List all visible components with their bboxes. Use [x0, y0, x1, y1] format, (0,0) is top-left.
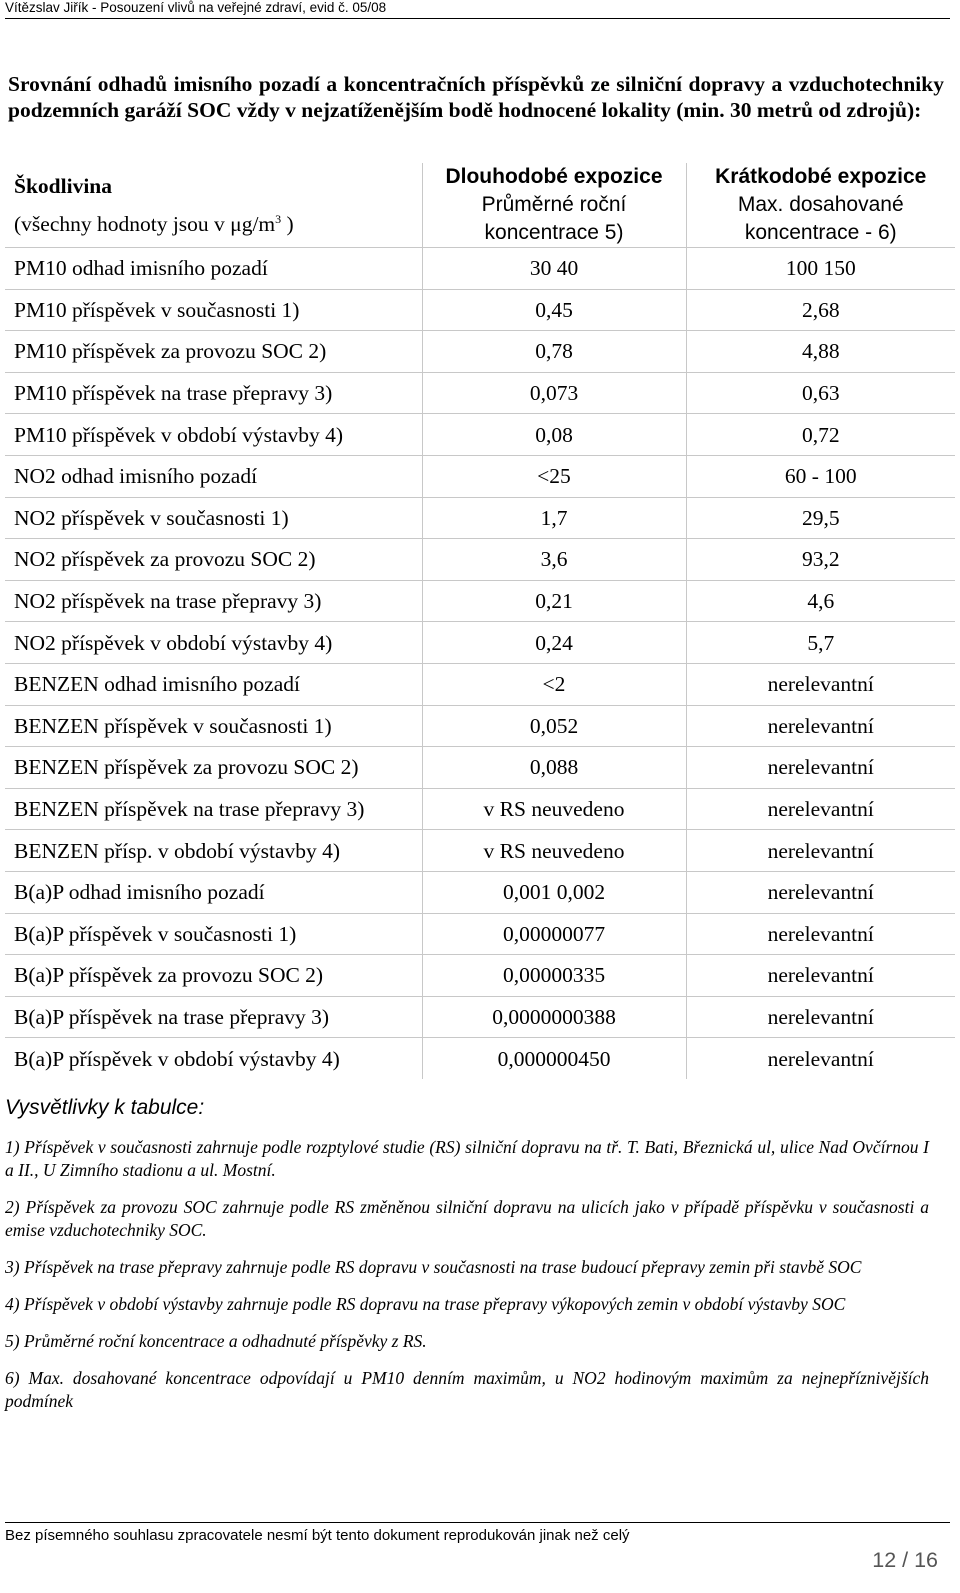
row-long-term-value: v RS neuvedeno	[422, 830, 686, 872]
table-row	[5, 497, 955, 539]
row-label: BENZEN příspěvek za provozu SOC 2)	[5, 747, 422, 789]
row-long-term-value: <2	[422, 663, 686, 705]
table-row	[5, 539, 955, 581]
row-short-term-value: 100 150	[686, 248, 955, 290]
row-long-term-value: 0,21	[422, 580, 686, 622]
section-heading: Srovnání odhadů imisního pozadí a koncentračních příspěvků ze silniční dopravy a vzduchotechniky podzemních garáží SOC vždy v nejzatíženějším bodě hodnocené lokality (min. 30 metrů od zdrojů):	[8, 72, 944, 122]
table-row	[5, 248, 955, 290]
legend-notes	[5, 1136, 929, 1427]
row-label: B(a)P příspěvek v současnosti 1)	[5, 913, 422, 955]
row-label: NO2 příspěvek za provozu SOC 2)	[5, 539, 422, 581]
footer-text: Bez písemného souhlasu zpracovatele nesmí být tento dokument reprodukován jinak než celý	[5, 1527, 630, 1544]
row-label: BENZEN odhad imisního pozadí	[5, 663, 422, 705]
row-label: PM10 příspěvek na trase přepravy 3)	[5, 372, 422, 414]
header-pollutant	[5, 163, 422, 248]
table-row	[5, 705, 955, 747]
legend-note: 3) Příspěvek na trase přepravy zahrnuje podle RS dopravu v současnosti na trase budoucí přepravy zemin při stavbě SOC	[5, 1257, 862, 1277]
row-short-term-value: 60 - 100	[686, 455, 955, 497]
row-label: PM10 příspěvek v současnosti 1)	[5, 289, 422, 331]
row-label: NO2 odhad imisního pozadí	[5, 455, 422, 497]
row-short-term-value: nerelevantní	[686, 663, 955, 705]
header-pollutant-title: Škodlivina	[14, 174, 112, 198]
row-long-term-value: 0,073	[422, 372, 686, 414]
row-label: BENZEN příspěvek v současnosti 1)	[5, 705, 422, 747]
table-row	[5, 331, 955, 373]
table-row	[5, 913, 955, 955]
table-row	[5, 996, 955, 1038]
row-long-term-value: 0,088	[422, 747, 686, 789]
table-header-row	[5, 163, 955, 248]
row-long-term-value: 0,052	[422, 705, 686, 747]
row-long-term-value: 0,00000335	[422, 955, 686, 997]
legend-note: 1) Příspěvek v současnosti zahrnuje podle rozptylové studie (RS) silniční dopravu na tř. T. Bati, Březnická ul, ulice Nad Ovčírnou I a II., U Zimního stadionu a ul. Mostní.	[5, 1137, 929, 1180]
row-long-term-value: 0,78	[422, 331, 686, 373]
row-label: B(a)P odhad imisního pozadí	[5, 871, 422, 913]
legend-note: 4) Příspěvek v období výstavby zahrnuje podle RS dopravu na trase přepravy výkopových zemin v období výstavby SOC	[5, 1294, 846, 1314]
table-row	[5, 663, 955, 705]
header-long-term-sub1: Průměrné roční	[481, 193, 627, 216]
table-row	[5, 622, 955, 664]
row-label: PM10 odhad imisního pozadí	[5, 248, 422, 290]
row-label: B(a)P příspěvek na trase přepravy 3)	[5, 996, 422, 1038]
comparison-table	[5, 163, 955, 1079]
row-label: NO2 příspěvek v současnosti 1)	[5, 497, 422, 539]
document-header	[5, 0, 950, 19]
row-short-term-value: 4,88	[686, 331, 955, 373]
header-long-term-title: Dlouhodobé expozice	[445, 165, 663, 188]
row-label: PM10 příspěvek za provozu SOC 2)	[5, 331, 422, 373]
legend-note: 5) Průměrné roční koncentrace a odhadnuté příspěvky z RS.	[5, 1331, 427, 1351]
header-text: Vítězslav Jiřík - Posouzení vlivů na veřejné zdraví, evid č. 05/08	[5, 0, 387, 15]
header-short-term-sub1: Max. dosahované	[737, 193, 904, 216]
header-short-term-title: Krátkodobé expozice	[715, 165, 927, 188]
row-short-term-value: nerelevantní	[686, 788, 955, 830]
table-row	[5, 455, 955, 497]
row-short-term-value: 93,2	[686, 539, 955, 581]
legend-note: 2) Příspěvek za provozu SOC zahrnuje podle RS změněnou silniční dopravu na ulicích jako v případě příspěvku v současnosti a emise vzduchotechniky SOC.	[5, 1197, 929, 1240]
row-label: NO2 příspěvek na trase přepravy 3)	[5, 580, 422, 622]
row-long-term-value: 0,08	[422, 414, 686, 456]
row-short-term-value: nerelevantní	[686, 747, 955, 789]
row-label: B(a)P příspěvek v období výstavby 4)	[5, 1038, 422, 1080]
table-row	[5, 830, 955, 872]
header-long-term	[422, 163, 686, 248]
row-short-term-value: 2,68	[686, 289, 955, 331]
table-row	[5, 955, 955, 997]
row-short-term-value: nerelevantní	[686, 913, 955, 955]
row-label: BENZEN příspěvek na trase přepravy 3)	[5, 788, 422, 830]
table-row	[5, 1038, 955, 1080]
header-pollutant-unit: (všechny hodnoty jsou v $\mu g/m^3$ )	[14, 211, 294, 236]
row-long-term-value: 0,000000450	[422, 1038, 686, 1080]
table-row	[5, 788, 955, 830]
row-short-term-value: 29,5	[686, 497, 955, 539]
row-long-term-value: v RS neuvedeno	[422, 788, 686, 830]
row-long-term-value: 0,0000000388	[422, 996, 686, 1038]
row-label: NO2 příspěvek v období výstavby 4)	[5, 622, 422, 664]
row-label: PM10 příspěvek v období výstavby 4)	[5, 414, 422, 456]
row-long-term-value: 1,7	[422, 497, 686, 539]
row-short-term-value: 0,63	[686, 372, 955, 414]
table-row	[5, 414, 955, 456]
row-short-term-value: nerelevantní	[686, 955, 955, 997]
legend-title: Vysvětlivky k tabulce:	[5, 1096, 205, 1119]
row-long-term-value: <25	[422, 455, 686, 497]
table-row	[5, 871, 955, 913]
row-long-term-value: 30 40	[422, 248, 686, 290]
header-long-term-sub2: koncentrace 5)	[484, 221, 624, 244]
row-short-term-value: nerelevantní	[686, 1038, 955, 1080]
table-row	[5, 747, 955, 789]
row-short-term-value: nerelevantní	[686, 871, 955, 913]
row-long-term-value: 0,45	[422, 289, 686, 331]
row-short-term-value: nerelevantní	[686, 705, 955, 747]
header-short-term-sub2: koncentrace - 6)	[744, 221, 897, 244]
row-short-term-value: 4,6	[686, 580, 955, 622]
row-long-term-value: 3,6	[422, 539, 686, 581]
legend-note: 6) Max. dosahované koncentrace odpovídají u PM10 denním maximům, u NO2 hodinovým maximům za nejnepříznivějších podmínek	[5, 1368, 929, 1411]
table-row	[5, 289, 955, 331]
header-short-term	[686, 163, 955, 248]
row-long-term-value: 0,00000077	[422, 913, 686, 955]
row-short-term-value: 5,7	[686, 622, 955, 664]
row-label: B(a)P příspěvek za provozu SOC 2)	[5, 955, 422, 997]
row-short-term-value: nerelevantní	[686, 830, 955, 872]
row-short-term-value: nerelevantní	[686, 996, 955, 1038]
row-long-term-value: 0,24	[422, 622, 686, 664]
row-long-term-value: 0,001 0,002	[422, 871, 686, 913]
row-label: BENZEN přísp. v období výstavby 4)	[5, 830, 422, 872]
table-row	[5, 580, 955, 622]
document-footer	[5, 1522, 950, 1544]
page-number: 12 / 16	[872, 1548, 938, 1572]
table-row	[5, 372, 955, 414]
row-short-term-value: 0,72	[686, 414, 955, 456]
